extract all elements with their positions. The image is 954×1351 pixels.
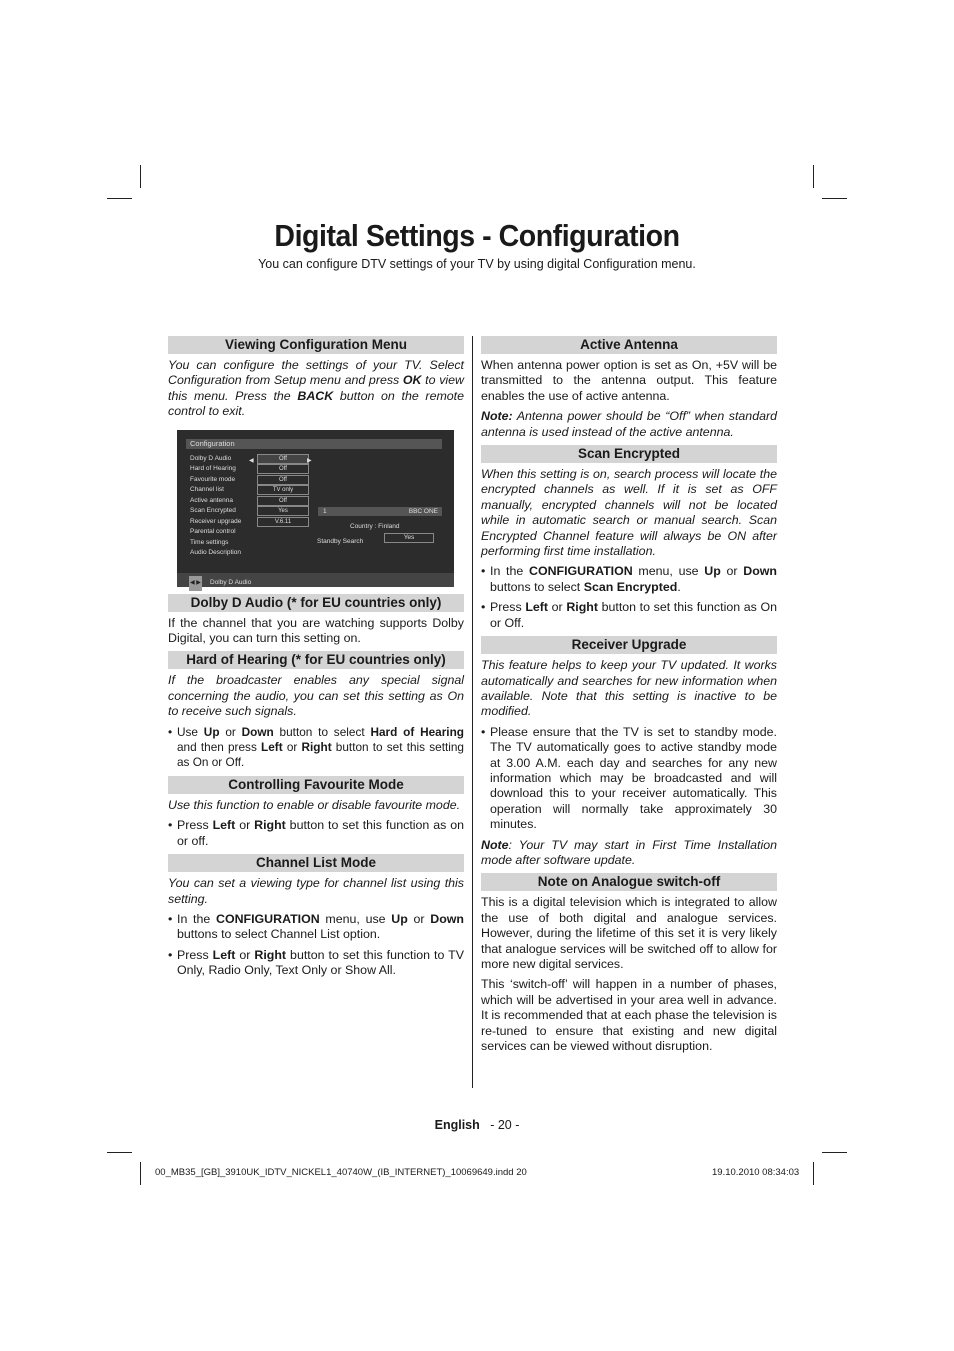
crop-mark: [107, 1152, 132, 1153]
screen-row: Receiver upgrade: [190, 517, 242, 525]
fav-text: Use this function to enable or disable favourite mode.: [168, 797, 461, 812]
screen-row: Favourite mode: [190, 475, 236, 483]
page-title: Digital Settings - Configuration: [274, 218, 680, 253]
hoh-text: If the broadcaster enables any special signal concerning the audio, you can set this setting as On to receive such signals.: [168, 673, 464, 719]
section-header-analogue-switch-off: Note on Analogue switch-off: [481, 873, 777, 891]
list-item: • Press Left or Right button to set this function as on or off.: [168, 818, 464, 849]
list-item: • In the CONFIGURATION menu, use Up or Down buttons to select Channel List option.: [168, 912, 464, 943]
list-item: • Press Left or Right button to set this function as On or Off.: [481, 600, 777, 631]
screen-row: Time settings: [190, 538, 229, 546]
column-divider: [472, 336, 473, 1088]
footer-file-name: 00_MB35_[GB]_3910UK_IDTV_NICKEL1_40740W_(IB_INTERNET)_10069649.indd 20: [155, 1167, 527, 1178]
page-subtitle: You can configure DTV settings of your TV by using digital Configuration menu.: [258, 257, 696, 271]
configuration-menu-screenshot: [177, 430, 454, 587]
list-item: • In the CONFIGURATION menu, use Up or Down buttons to select Scan Encrypted.: [481, 564, 777, 595]
list-item: • Press Left or Right button to set this function to TV Only, Radio Only, Text Only or Show All.: [168, 948, 464, 979]
screen-value: Off: [257, 464, 309, 474]
crop-mark: [140, 165, 141, 188]
screen-value: Off: [257, 454, 309, 464]
ru-note: Note: Your TV may start in First Time Installation mode after software update.: [481, 837, 777, 867]
screen-row: Channel list: [190, 486, 224, 494]
screen-footer-label: Dolby D Audio: [210, 578, 252, 586]
screen-row: Parental control: [190, 528, 236, 536]
screen-row: Audio Description: [190, 549, 241, 557]
aa-text: When antenna power option is set as On, +5V will be transmitted to the antenna output. This feature enables the use of active antenna.: [481, 358, 777, 403]
cl-text: You can set a viewing type for channel list using this setting.: [168, 876, 464, 906]
an-text-2: This ‘switch-off’ will happen in a number of phases, which will be advertised in your area well in advance. It is recommended that at each phase the television is re-tuned to ensure that existing and new digital services can be viewed without disruption.: [481, 977, 777, 1054]
screen-row: Dolby D Audio: [190, 454, 232, 462]
ru-text: This feature helps to keep your TV updated. It works automatically and searches for new information when available. Note that this setting is inactive to be modified.: [481, 658, 777, 719]
arrow-left-icon: ◀: [249, 457, 254, 464]
section-header-viewing: Viewing Configuration Menu: [168, 336, 464, 354]
screen-title: Configuration: [186, 439, 442, 449]
crop-mark: [140, 1162, 141, 1185]
viewing-text: You can configure the settings of your TV. Select Configuration from Setup menu and press OK to view this menu. Press the BACK button on the remote control to exit.: [168, 358, 465, 419]
an-text-1: This is a digital television which is integrated to allow the use of both digital and analogue services. However, during the lifetime of this set it is very likely that analogue services will be switched off to allow for more new digital services.: [481, 895, 777, 971]
screen-row: Hard of Hearing: [190, 465, 236, 473]
cl-list: [168, 912, 464, 979]
screen-value: V.6.11: [257, 517, 309, 527]
screen-value: Yes: [257, 506, 309, 516]
channel-name: BBC ONE: [408, 507, 438, 515]
left-column: [168, 336, 464, 984]
screen-value: Off: [257, 475, 309, 485]
section-header-receiver-upgrade: Receiver Upgrade: [481, 636, 777, 654]
screen-value: TV only: [257, 485, 309, 495]
section-header-scan-encrypted: Scan Encrypted: [481, 445, 777, 463]
crop-mark: [107, 198, 132, 199]
screen-footer-bar: [177, 573, 454, 587]
se-list: [481, 564, 777, 631]
dolby-text: If the channel that you are watching supports Dolby Digital, you can turn this setting on.: [168, 615, 464, 646]
aa-note: Note: Antenna power should be “Off” when standard antenna is used instead of the active antenna.: [481, 409, 777, 439]
right-column: [481, 336, 777, 1059]
screen-row: Active antenna: [190, 496, 234, 504]
crop-mark: [813, 165, 814, 188]
page-footer: [0, 1118, 954, 1132]
section-header-dolby: Dolby D Audio (* for EU countries only): [168, 594, 464, 612]
crop-mark: [822, 1152, 847, 1153]
section-header-active-antenna: Active Antenna: [481, 336, 777, 354]
screen-value: Off: [257, 496, 309, 506]
nav-arrows-icon: ◀ ▶: [189, 576, 202, 591]
screen-row: Scan Encrypted: [190, 507, 236, 515]
crop-mark: [813, 1162, 814, 1185]
channel-bar: [318, 507, 442, 516]
section-header-favourite: Controlling Favourite Mode: [168, 776, 464, 794]
standby-search-label: Standby Search: [317, 537, 364, 545]
ru-list: [481, 725, 777, 833]
footer-language: English: [434, 1118, 480, 1132]
section-header-hard-of-hearing: Hard of Hearing (* for EU countries only): [168, 651, 464, 669]
arrow-right-icon: ▶: [307, 457, 312, 464]
list-item: • Please ensure that the TV is set to standby mode. The TV automatically goes to active standby mode at 3.00 A.M. each day and searches for any new information which may be broadcasted and will download this to your receiver automatically. This operation will normally take approximately 30 minutes.: [481, 725, 777, 833]
fav-list: [168, 818, 464, 849]
country-label: Country : Finland: [350, 522, 400, 530]
footer-timestamp: 19.10.2010 08:34:03: [712, 1167, 800, 1178]
standby-search-value: Yes: [384, 533, 434, 543]
se-text: When this setting is on, search process will locate the encrypted channels as well. If it is set as OFF manually, encrypted channels will not be located while in automatic search or manual search. Scan Encrypted Channel feature will always be ON after performing first time installation.: [481, 467, 777, 559]
section-header-channel-list: Channel List Mode: [168, 854, 464, 872]
list-item: • Use Up or Down button to select Hard of Hearing and then press Left or Right button to set this setting as On or Off.: [168, 725, 464, 771]
crop-mark: [822, 198, 847, 199]
page-number: - 20 -: [490, 1118, 520, 1132]
channel-number: 1: [323, 507, 327, 515]
hoh-list: [168, 725, 464, 771]
